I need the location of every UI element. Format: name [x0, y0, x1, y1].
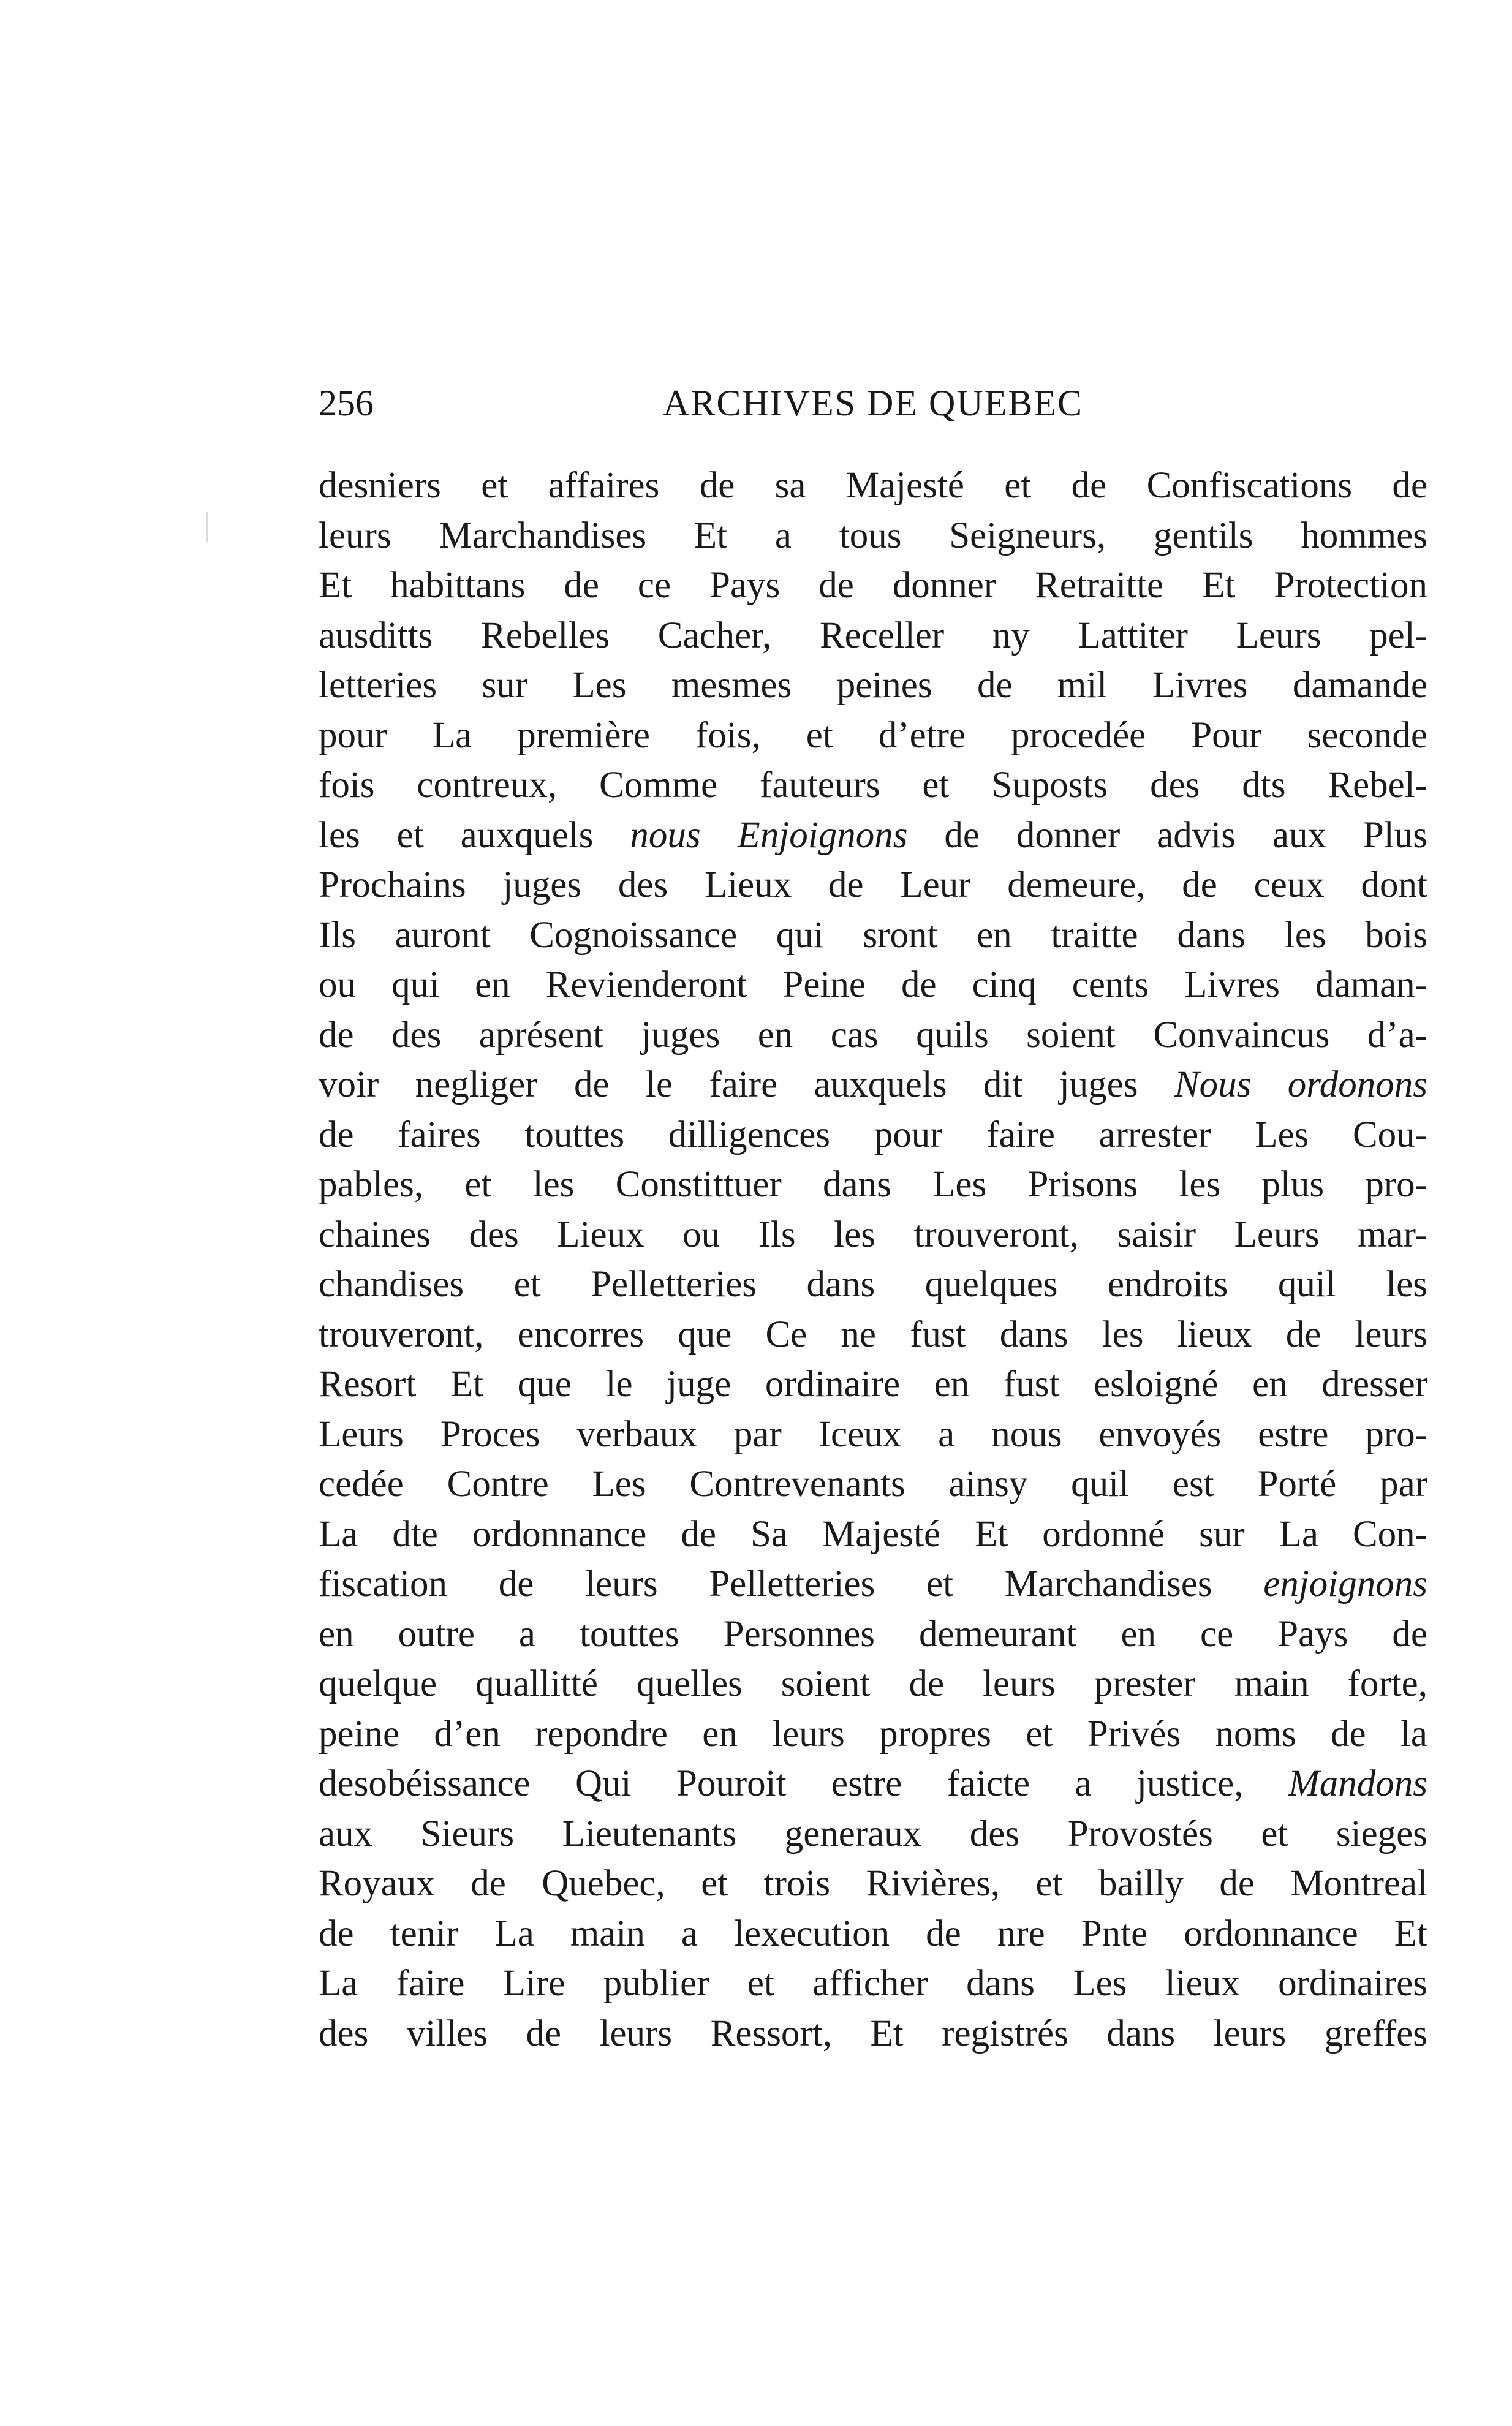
text-segment: chaines des Lieux ou Ils les trouveront, saisir Leurs mar- [319, 1214, 1427, 1255]
text-line [319, 1410, 1427, 1460]
text-segment: cedée Contre Les Contrevenants ainsy quil est Porté par [319, 1464, 1427, 1505]
text-segment: desobéissance Qui Pouroit estre faicte a justice, [319, 1763, 1288, 1804]
italic-text-segment: Nous ordonons [1174, 1064, 1427, 1105]
text-segment: trouveront, encorres que Ce ne fust dans les lieux de leurs [319, 1313, 1427, 1355]
text-line [319, 1909, 1427, 1959]
text-line [319, 960, 1427, 1010]
text-segment: en outre a touttes Personnes demeurant en ce Pays de [319, 1613, 1427, 1655]
text-line [319, 1359, 1427, 1410]
text-segment: de des aprésent juges en cas quils soient Convaincus d’a- [319, 1014, 1427, 1056]
italic-text-segment: Mandons [1288, 1763, 1427, 1804]
text-line [319, 860, 1427, 910]
text-segment: Resort Et que le juge ordinaire en fust esloigné en dresser [319, 1364, 1427, 1405]
text-segment: de tenir La main a lexecution de nre Pnte ordonnance Et [319, 1913, 1427, 1954]
text-line [319, 1609, 1427, 1660]
italic-text-segment: enjoignons [1263, 1563, 1427, 1604]
text-line [319, 1859, 1427, 1909]
text-line [319, 1010, 1427, 1060]
text-line [319, 660, 1427, 711]
text-segment: desniers et affaires de sa Majesté et de Confiscations de [319, 465, 1427, 506]
text-segment: ou qui en Revienderont Peine de cinq cents Livres daman- [319, 964, 1427, 1005]
text-line [319, 760, 1427, 811]
text-line [319, 1210, 1427, 1260]
italic-text-segment: nous Enjoignons [630, 814, 908, 856]
running-title: ARCHIVES DE QUEBEC [662, 383, 1083, 423]
text-segment: Royaux de Quebec, et trois Rivières, et bailly de Montreal [319, 1863, 1427, 1904]
text-segment: de faires touttes dilligences pour faire arrester Les Cou- [319, 1114, 1427, 1155]
text-segment: pour La première fois, et d’etre procedée Pour seconde [319, 714, 1427, 756]
text-segment: Et habittans de ce Pays de donner Retraitte Et Protection [319, 565, 1427, 606]
text-segment: fois contreux, Comme fauteurs et Suposts des dts Rebel- [319, 765, 1427, 806]
text-segment: les et auxquels [319, 814, 630, 856]
text-line [319, 1459, 1427, 1510]
text-segment: leurs Marchandises Et a tous Seigneurs, gentils hommes [319, 515, 1427, 556]
text-segment: letteries sur Les mesmes peines de mil Livres damande [319, 665, 1427, 706]
text-segment: aux Sieurs Lieutenants generaux des Provostés et sieges [319, 1813, 1427, 1854]
text-line [319, 1659, 1427, 1709]
text-line [319, 1260, 1427, 1310]
text-line [319, 511, 1427, 561]
text-segment: pables, et les Constittuer dans Les Prisons les plus pro- [319, 1164, 1427, 1205]
page-header [319, 379, 1427, 428]
body-text [319, 461, 1427, 2058]
text-segment: chandises et Pelletteries dans quelques endroits quil les [319, 1264, 1427, 1305]
text-line [319, 811, 1427, 861]
text-segment: peine d’en repondre en leurs propres et Privés noms de la [319, 1713, 1427, 1755]
text-segment: La dte ordonnance de Sa Majesté Et ordonné sur La Con- [319, 1513, 1427, 1555]
text-line [319, 1759, 1427, 1809]
text-segment: des villes de leurs Ressort, Et registrés dans leurs greffes [319, 2012, 1427, 2054]
text-line [319, 1110, 1427, 1160]
text-line [319, 1559, 1427, 1609]
text-line [319, 611, 1427, 661]
text-line [319, 1310, 1427, 1360]
text-line [319, 1160, 1427, 1210]
text-segment: quelque quallitté quelles soient de leurs prester main forte, [319, 1663, 1427, 1704]
text-line [319, 1060, 1427, 1110]
text-segment: ausditts Rebelles Cacher, Receller ny Lattiter Leurs pel- [319, 614, 1427, 656]
text-segment: La faire Lire publier et afficher dans Les lieux ordinaires [319, 1963, 1427, 2004]
text-segment: de donner advis aux Plus [907, 814, 1427, 856]
text-segment: Ils auront Cognoissance qui sront en traitte dans les bois [319, 914, 1427, 956]
text-line [319, 1959, 1427, 2009]
margin-mark [206, 512, 208, 542]
text-line [319, 461, 1427, 511]
text-segment: Leurs Proces verbaux par Iceux a nous envoyés estre pro- [319, 1413, 1427, 1455]
text-segment: Prochains juges des Lieux de Leur demeure, de ceux dont [319, 864, 1427, 905]
text-line [319, 910, 1427, 961]
page-number: 256 [319, 383, 374, 423]
text-line [319, 2009, 1427, 2059]
text-segment: voir negliger de le faire auxquels dit juges [319, 1064, 1174, 1105]
text-segment: fiscation de leurs Pelletteries et Marchandises [319, 1563, 1264, 1604]
text-line [319, 561, 1427, 611]
text-line [319, 1809, 1427, 1859]
text-line [319, 711, 1427, 761]
text-line [319, 1510, 1427, 1560]
text-line [319, 1709, 1427, 1759]
